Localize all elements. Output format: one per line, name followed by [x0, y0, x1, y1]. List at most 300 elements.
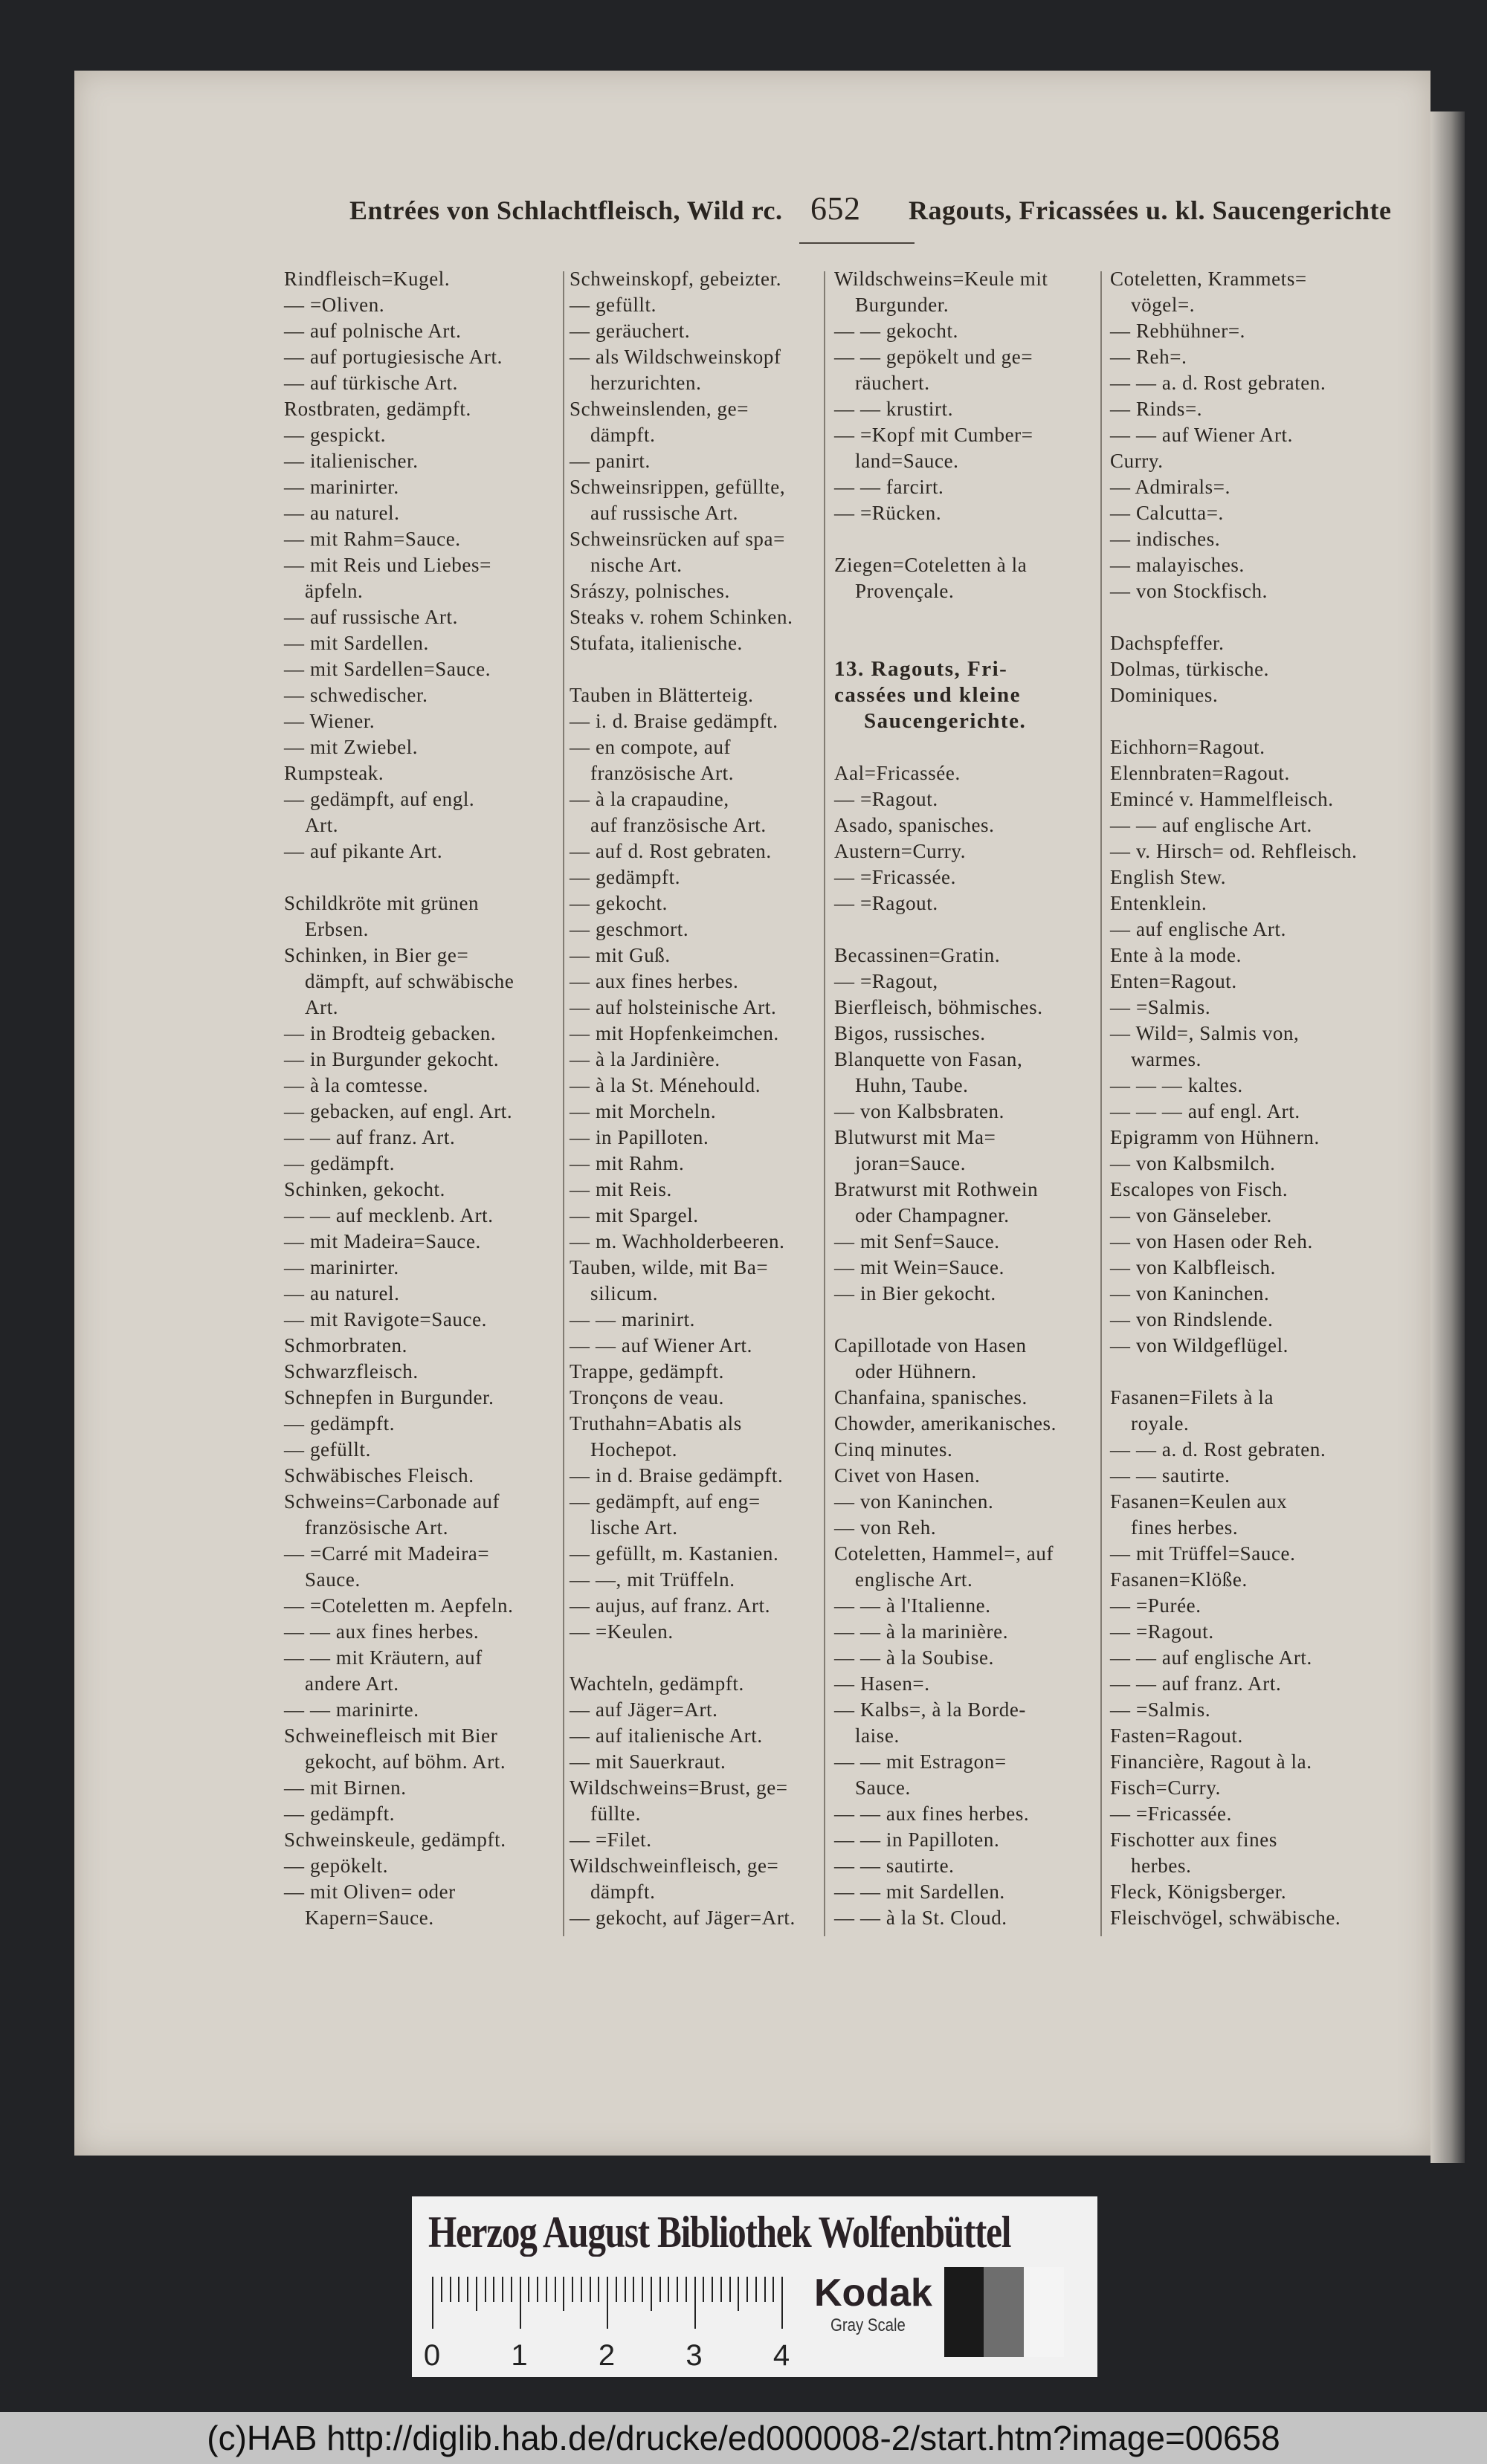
continuation-line: auf französische Art.	[590, 814, 767, 836]
index-entry: — Reh=.	[1110, 346, 1187, 368]
index-entry: — mit Reis.	[570, 1178, 672, 1200]
index-entry: — mit Hopfenkeimchen.	[570, 1022, 779, 1044]
ruler-tick	[563, 2277, 564, 2311]
index-entry: Fasanen=Filets à la	[1110, 1386, 1274, 1409]
gray-swatch-black	[944, 2267, 984, 2357]
index-entry: — —, mit Trüffeln.	[570, 1568, 735, 1591]
index-entry: — — auf Wiener Art.	[570, 1334, 753, 1357]
index-entry: — — a. d. Rost gebraten.	[1110, 1438, 1326, 1461]
continuation-line: Sauce.	[305, 1568, 361, 1591]
index-entry: — — à la St. Cloud.	[834, 1907, 1007, 1929]
index-entry: — gedämpft.	[284, 1152, 396, 1174]
index-entry: — gedämpft.	[284, 1412, 396, 1435]
index-entry: — — auf franz. Art.	[284, 1126, 456, 1148]
index-entry: — Hasen=.	[834, 1672, 930, 1695]
index-entry: — mit Ravigote=Sauce.	[284, 1308, 488, 1330]
ruler-tick	[712, 2277, 713, 2302]
index-entry: Fischotter aux fines	[1110, 1828, 1277, 1851]
index-entry: — aujus, auf franz. Art.	[570, 1594, 771, 1617]
ruler-number: 1	[511, 2339, 528, 2372]
ruler-number: 2	[598, 2339, 616, 2372]
index-entry: — von Kaninchen.	[834, 1490, 994, 1513]
index-entry: — — mit Estragon=	[834, 1750, 1007, 1773]
index-entry: — malayisches.	[1110, 554, 1245, 576]
index-entry: Fleischvögel, schwäbische.	[1110, 1907, 1341, 1929]
index-entry: Civet von Hasen.	[834, 1464, 981, 1487]
index-entry: — =Rücken.	[834, 502, 942, 524]
index-entry: — — krustirt.	[834, 398, 954, 420]
index-entry: — mit Spargel.	[570, 1204, 699, 1226]
index-entry: — à la comtesse.	[284, 1074, 429, 1096]
continuation-line: Kapern=Sauce.	[305, 1907, 434, 1929]
index-entry: — von Kalbsmilch.	[1110, 1152, 1276, 1174]
continuation-line: lische Art.	[590, 1516, 678, 1539]
index-entry: Chanfaina, spanisches.	[834, 1386, 1028, 1409]
index-entry: — gespickt.	[284, 424, 387, 446]
index-entry: Tauben, wilde, mit Ba=	[570, 1256, 769, 1278]
page-number-rule	[799, 242, 915, 244]
index-entry: — von Rindslende.	[1110, 1308, 1274, 1330]
section-heading: 13. Ragouts, Fri-	[834, 657, 1008, 681]
kodak-logo: Kodak	[814, 2271, 932, 2315]
ruler-tick	[625, 2277, 626, 2302]
index-entry: Schinken, in Bier ge=	[284, 944, 469, 966]
index-entry: Schwarzfleisch.	[284, 1360, 419, 1383]
index-entry: — =Ragout,	[834, 970, 938, 992]
index-entry: — — gepökelt und ge=	[834, 346, 1033, 368]
continuation-line: Erbsen.	[305, 918, 369, 940]
index-entry: Asado, spanisches.	[834, 814, 995, 836]
section-heading: cassées und kleine	[834, 683, 1021, 707]
index-entry: — auf türkische Art.	[284, 372, 458, 394]
continuation-line: vögel=.	[1131, 294, 1196, 316]
ruler-tick	[537, 2277, 538, 2302]
index-entry: — italienischer.	[284, 450, 419, 472]
index-entry: — =Carré mit Madeira=	[284, 1542, 490, 1565]
index-entry: — indisches.	[1110, 528, 1221, 550]
index-entry: Epigramm von Hühnern.	[1110, 1126, 1320, 1148]
index-entry: Steaks v. rohem Schinken.	[570, 606, 793, 628]
continuation-line: land=Sauce.	[855, 450, 959, 472]
index-entry: — mit Sardellen=Sauce.	[284, 658, 491, 680]
index-entry: — m. Wachholderbeeren.	[570, 1230, 785, 1252]
ruler-tick	[598, 2277, 599, 2302]
continuation-line: silicum.	[590, 1282, 659, 1304]
index-entry: — marinirter.	[284, 476, 399, 498]
index-entry: — — sautirte.	[834, 1855, 955, 1877]
index-entry: — auf holsteinische Art.	[570, 996, 777, 1018]
index-entry: — — auf Wiener Art.	[1110, 424, 1294, 446]
index-entry: — mit Zwiebel.	[284, 736, 419, 758]
ruler-tick	[781, 2277, 783, 2329]
index-entry: Bigos, russisches.	[834, 1022, 986, 1044]
ruler-tick	[686, 2277, 687, 2302]
index-entry: — Wild=, Salmis von,	[1110, 1022, 1300, 1044]
index-entry: — Kalbs=, à la Borde-	[834, 1698, 1027, 1721]
index-entry: — gebacken, auf engl. Art.	[284, 1100, 513, 1122]
index-entry: Schweinsrippen, gefüllte,	[570, 476, 786, 498]
index-entry: — mit Senf=Sauce.	[834, 1230, 1000, 1252]
index-entry: — schwedischer.	[284, 684, 428, 706]
index-entry: — mit Oliven= oder	[284, 1881, 456, 1903]
index-entry: — — gekocht.	[834, 320, 958, 342]
copyright-url: (c)HAB http://diglib.hab.de/drucke/ed000008-2/start.htm?image=00658	[207, 2419, 1280, 2457]
ruler-tick	[746, 2277, 748, 2302]
index-entry: Rostbraten, gedämpft.	[284, 398, 471, 420]
index-entry: — mit Sauerkraut.	[570, 1750, 726, 1773]
index-entry: — =Oliven.	[284, 294, 385, 316]
ruler-tick	[642, 2277, 643, 2302]
index-entry: — in Papilloten.	[570, 1126, 709, 1148]
ruler-tick	[590, 2277, 591, 2302]
index-entry: — gefüllt.	[284, 1438, 371, 1461]
index-entry: — — aux fines herbes.	[284, 1620, 480, 1643]
index-entry: Curry.	[1110, 450, 1164, 472]
index-entry: — — in Papilloten.	[834, 1828, 1000, 1851]
column-divider	[563, 271, 564, 1936]
continuation-line: englische Art.	[855, 1568, 973, 1591]
index-entry: Blanquette von Fasan,	[834, 1048, 1023, 1070]
index-entry: — — à l'Italienne.	[834, 1594, 991, 1617]
ruler-tick	[694, 2277, 696, 2329]
index-entry: Dominiques.	[1110, 684, 1219, 706]
index-entry: — von Gänseleber.	[1110, 1204, 1272, 1226]
index-entry: Schinken, gekocht.	[284, 1178, 446, 1200]
continuation-line: französische Art.	[590, 762, 735, 784]
index-entry: — geräuchert.	[570, 320, 691, 342]
ruler-tick	[659, 2277, 661, 2302]
index-entry: — mit Sardellen.	[284, 632, 429, 654]
index-entry: — mit Reis und Liebes=	[284, 554, 491, 576]
continuation-line: dämpft.	[590, 424, 656, 446]
section-heading: Saucengerichte.	[864, 709, 1027, 733]
continuation-line: Provençale.	[855, 580, 955, 602]
ruler-tick	[520, 2277, 521, 2329]
continuation-line: Sauce.	[855, 1776, 911, 1799]
index-entry: — von Reh.	[834, 1516, 937, 1539]
ruler-tick	[450, 2277, 451, 2302]
ruler-number: 0	[423, 2339, 441, 2372]
ruler-tick	[633, 2277, 634, 2302]
index-entry: — =Filet.	[570, 1828, 652, 1851]
continuation-line: royale.	[1131, 1412, 1190, 1435]
index-entry: — — marinirt.	[570, 1308, 696, 1330]
index-entry: — von Hasen oder Reh.	[1110, 1230, 1313, 1252]
index-entry: — =Fricassée.	[1110, 1802, 1232, 1825]
continuation-line: Art.	[305, 996, 339, 1018]
running-head-left: Entrées von Schlachtfleisch, Wild rc.	[349, 195, 783, 225]
continuation-line: gekocht, auf böhm. Art.	[305, 1750, 506, 1773]
continuation-line: auf russische Art.	[590, 502, 739, 524]
continuation-line: Art.	[305, 814, 339, 836]
index-entry: — auf pikante Art.	[284, 840, 443, 862]
index-entry: — auf portugiesische Art.	[284, 346, 503, 368]
index-entry: Elennbraten=Ragout.	[1110, 762, 1290, 784]
index-entry: — auf russische Art.	[284, 606, 458, 628]
index-entry: — als Wildschweinskopf	[570, 346, 781, 368]
index-entry: — — — kaltes.	[1110, 1074, 1243, 1096]
index-entry: — à la crapaudine,	[570, 788, 729, 810]
index-entry: — Rebhühner=.	[1110, 320, 1245, 342]
index-entry: Becassinen=Gratin.	[834, 944, 1001, 966]
index-entry: Ziegen=Coteletten à la	[834, 554, 1028, 576]
continuation-line: andere Art.	[305, 1672, 399, 1695]
index-entry: — gekocht.	[570, 892, 668, 914]
index-entry: Srászy, polnisches.	[570, 580, 730, 602]
index-entry: — von Kalbfleisch.	[1110, 1256, 1277, 1278]
index-entry: Schweinsrücken auf spa=	[570, 528, 785, 550]
continuation-line: fines herbes.	[1131, 1516, 1239, 1539]
ruler-tick	[651, 2277, 652, 2311]
index-entry: Rindfleisch=Kugel.	[284, 268, 451, 290]
continuation-line: äpfeln.	[305, 580, 364, 602]
ruler-tick	[511, 2277, 512, 2302]
index-column-3	[834, 266, 1094, 1946]
index-entry: — =Salmis.	[1110, 1698, 1211, 1721]
index-entry: — auf Jäger=Art.	[570, 1698, 718, 1721]
index-entry: — — à la Soubise.	[834, 1646, 994, 1669]
index-entry: — in Bier gekocht.	[834, 1282, 996, 1304]
library-name: Herzog August Bibliothek Wolfenbüttel	[428, 2208, 1011, 2257]
ruler-number: 3	[686, 2339, 703, 2372]
index-entry: Escalopes von Fisch.	[1110, 1178, 1288, 1200]
gray-swatch-white	[1024, 2267, 1064, 2357]
index-entry: — — sautirte.	[1110, 1464, 1230, 1487]
continuation-line: oder Champagner.	[855, 1204, 1010, 1226]
index-entry: — gedämpft, auf engl.	[284, 788, 475, 810]
index-entry: — — farcirt.	[834, 476, 944, 498]
index-entry: — à la Jardinière.	[570, 1048, 720, 1070]
index-entry: — à la St. Ménehould.	[570, 1074, 761, 1096]
continuation-line: laise.	[855, 1724, 900, 1747]
index-entry: — aux fines herbes.	[570, 970, 739, 992]
index-entry: — gefüllt, m. Kastanien.	[570, 1542, 779, 1565]
library-target-card	[412, 2196, 1097, 2377]
index-entry: — gepökelt.	[284, 1855, 389, 1877]
index-entry: Emincé v. Hammelfleisch.	[1110, 788, 1334, 810]
index-entry: Trappe, gedämpft.	[570, 1360, 724, 1383]
continuation-line: Burgunder.	[855, 294, 949, 316]
index-entry: Wachteln, gedämpft.	[570, 1672, 744, 1695]
ruler-tick	[581, 2277, 582, 2302]
ruler-number: 4	[772, 2339, 790, 2372]
index-entry: Ente à la mode.	[1110, 944, 1242, 966]
index-entry: — mit Birnen.	[284, 1776, 407, 1799]
index-entry: Schweinslenden, ge=	[570, 398, 749, 420]
gray-scale-label: Gray Scale	[830, 2315, 906, 2335]
index-entry: Capillotade von Hasen	[834, 1334, 1027, 1357]
index-entry: — — auf englische Art.	[1110, 814, 1312, 836]
index-entry: Entenklein.	[1110, 892, 1207, 914]
index-entry: Schweinskeule, gedämpft.	[284, 1828, 506, 1851]
index-entry: — au naturel.	[284, 1282, 400, 1304]
index-entry: — auf d. Rost gebraten.	[570, 840, 772, 862]
footer-bar	[0, 2412, 1487, 2464]
index-entry: — — auf mecklenb. Art.	[284, 1204, 494, 1226]
ruler-tick	[668, 2277, 669, 2302]
index-entry: — marinirter.	[284, 1256, 399, 1278]
index-entry: Financière, Ragout à la.	[1110, 1750, 1312, 1773]
index-entry: Chowder, amerikanisches.	[834, 1412, 1057, 1435]
index-entry: — gedämpft.	[570, 866, 681, 888]
index-entry: Wildschweins=Brust, ge=	[570, 1776, 788, 1799]
index-entry: — mit Guß.	[570, 944, 671, 966]
continuation-line: warmes.	[1131, 1048, 1201, 1070]
ruler-tick	[546, 2277, 547, 2302]
ruler-tick	[432, 2277, 433, 2329]
ruler-tick	[755, 2277, 757, 2302]
ruler-tick	[677, 2277, 678, 2302]
index-entry: — =Ragout.	[834, 788, 938, 810]
index-entry: Fasanen=Klöße.	[1110, 1568, 1248, 1591]
index-entry: — =Keulen.	[570, 1620, 674, 1643]
index-entry: Fleck, Königsberger.	[1110, 1881, 1287, 1903]
index-entry: — mit Wein=Sauce.	[834, 1256, 1004, 1278]
index-entry: — Wiener.	[284, 710, 375, 732]
index-entry: Aal=Fricassée.	[834, 762, 961, 784]
index-entry: — mit Rahm.	[570, 1152, 685, 1174]
continuation-line: oder Hühnern.	[855, 1360, 977, 1383]
index-entry: — in Burgunder gekocht.	[284, 1048, 500, 1070]
index-entry: Schweinskopf, gebeizter.	[570, 268, 782, 290]
index-entry: Wildschweinfleisch, ge=	[570, 1855, 779, 1877]
index-entry: Schnepfen in Burgunder.	[284, 1386, 494, 1409]
ruler-tick	[528, 2277, 529, 2302]
index-entry: Bratwurst mit Rothwein	[834, 1178, 1039, 1200]
index-entry: — =Kopf mit Cumber=	[834, 424, 1033, 446]
index-entry: — — a. d. Rost gebraten.	[1110, 372, 1326, 394]
index-entry: — — marinirte.	[284, 1698, 419, 1721]
ruler-tick	[572, 2277, 573, 2302]
index-entry: — Admirals=.	[1110, 476, 1230, 498]
index-entry: Schmorbraten.	[284, 1334, 408, 1357]
index-column-4	[1110, 266, 1363, 1946]
index-entry: — au naturel.	[284, 502, 400, 524]
index-entry: English Stew.	[1110, 866, 1227, 888]
index-entry: — gedämpft, auf eng=	[570, 1490, 761, 1513]
continuation-line: dämpft.	[590, 1881, 656, 1903]
index-entry: — von Wildgeflügel.	[1110, 1334, 1289, 1357]
index-entry: — =Coteletten m. Aepfeln.	[284, 1594, 514, 1617]
index-entry: — mit Trüffel=Sauce.	[1110, 1542, 1296, 1565]
index-entry: Fasten=Ragout.	[1110, 1724, 1243, 1747]
ruler-tick	[729, 2277, 731, 2302]
index-entry: Rumpsteak.	[284, 762, 384, 784]
index-entry: Blutwurst mit Ma=	[834, 1126, 996, 1148]
continuation-line: joran=Sauce.	[855, 1152, 967, 1174]
index-entry: — von Kalbsbraten.	[834, 1100, 1005, 1122]
index-entry: — gekocht, auf Jäger=Art.	[570, 1907, 796, 1929]
continuation-line: füllte.	[590, 1802, 641, 1825]
index-entry: — =Purée.	[1110, 1594, 1201, 1617]
index-entry: — =Ragout.	[834, 892, 938, 914]
index-entry: Schweins=Carbonade auf	[284, 1490, 500, 1513]
ruler-tick	[493, 2277, 494, 2302]
index-entry: Fasanen=Keulen aux	[1110, 1490, 1288, 1513]
index-entry: Fisch=Curry.	[1110, 1776, 1221, 1799]
index-entry: Coteletten, Krammets=	[1110, 268, 1307, 290]
index-entry: Coteletten, Hammel=, auf	[834, 1542, 1054, 1565]
index-entry: — geschmort.	[570, 918, 689, 940]
ruler-tick	[616, 2277, 617, 2302]
index-entry: Eichhorn=Ragout.	[1110, 736, 1265, 758]
ruler-tick	[458, 2277, 459, 2302]
index-entry: — mit Madeira=Sauce.	[284, 1230, 481, 1252]
continuation-line: nische Art.	[590, 554, 683, 576]
ruler-tick	[467, 2277, 468, 2302]
index-entry: Enten=Ragout.	[1110, 970, 1237, 992]
continuation-line: räuchert.	[855, 372, 930, 394]
index-column-1	[284, 266, 559, 1946]
ruler-tick	[764, 2277, 766, 2302]
running-head-right: Ragouts, Fricassées u. kl. Saucengerichte	[909, 195, 1392, 225]
index-entry: — Calcutta=.	[1110, 502, 1224, 524]
index-entry: — auf polnische Art.	[284, 320, 462, 342]
page-number: 652	[810, 190, 861, 227]
gray-swatch-mid	[984, 2267, 1024, 2357]
index-entry: Schweinefleisch mit Bier	[284, 1724, 498, 1747]
column-divider	[1100, 271, 1102, 1936]
index-entry: — v. Hirsch= od. Rehfleisch.	[1110, 840, 1358, 862]
ruler-tick	[476, 2277, 477, 2311]
ruler-tick	[441, 2277, 442, 2302]
index-entry: — in d. Braise gedämpft.	[570, 1464, 784, 1487]
index-entry: — mit Morcheln.	[570, 1100, 717, 1122]
index-column-2	[570, 266, 822, 1946]
index-entry: — von Stockfisch.	[1110, 580, 1268, 602]
ruler-tick	[485, 2277, 486, 2302]
index-entry: Austern=Curry.	[834, 840, 967, 862]
index-entry: — =Ragout.	[1110, 1620, 1214, 1643]
continuation-line: französische Art.	[305, 1516, 449, 1539]
index-entry: — — mit Sardellen.	[834, 1881, 1005, 1903]
index-entry: — — auf englische Art.	[1110, 1646, 1312, 1669]
index-entry: — =Salmis.	[1110, 996, 1211, 1018]
index-entry: — =Fricassée.	[834, 866, 956, 888]
continuation-line: Huhn, Taube.	[855, 1074, 969, 1096]
column-divider	[824, 271, 825, 1936]
index-entry: — auf italienische Art.	[570, 1724, 763, 1747]
ruler-tick	[555, 2277, 556, 2302]
index-entry: — auf englische Art.	[1110, 918, 1286, 940]
index-entry: Bierfleisch, böhmisches.	[834, 996, 1043, 1018]
index-entry: Cinq minutes.	[834, 1438, 953, 1461]
ruler-tick	[703, 2277, 704, 2302]
page-edge	[1430, 111, 1465, 2163]
index-entry: — Rinds=.	[1110, 398, 1203, 420]
index-entry: Schwäbisches Fleisch.	[284, 1464, 474, 1487]
index-entry: — mit Rahm=Sauce.	[284, 528, 461, 550]
centimeter-ruler	[423, 2277, 790, 2373]
index-entry: — — mit Kräutern, auf	[284, 1646, 483, 1669]
index-entry: Wildschweins=Keule mit	[834, 268, 1048, 290]
index-entry: — — aux fines herbes.	[834, 1802, 1030, 1825]
index-entry: Dolmas, türkische.	[1110, 658, 1270, 680]
continuation-line: Hochepot.	[590, 1438, 678, 1461]
index-entry: — in Brodteig gebacken.	[284, 1022, 497, 1044]
index-entry: Tronçons de veau.	[570, 1386, 724, 1409]
index-entry: Tauben in Blätterteig.	[570, 684, 754, 706]
index-entry: — — — auf engl. Art.	[1110, 1100, 1300, 1122]
index-entry: — von Kaninchen.	[1110, 1282, 1270, 1304]
continuation-line: dämpft, auf schwäbische	[305, 970, 515, 992]
index-entry: — — à la marinière.	[834, 1620, 1009, 1643]
ruler-tick	[502, 2277, 503, 2302]
index-entry: — — auf franz. Art.	[1110, 1672, 1282, 1695]
index-entry: — gefüllt.	[570, 294, 657, 316]
index-entry: Stufata, italienische.	[570, 632, 743, 654]
index-entry: — panirt.	[570, 450, 651, 472]
